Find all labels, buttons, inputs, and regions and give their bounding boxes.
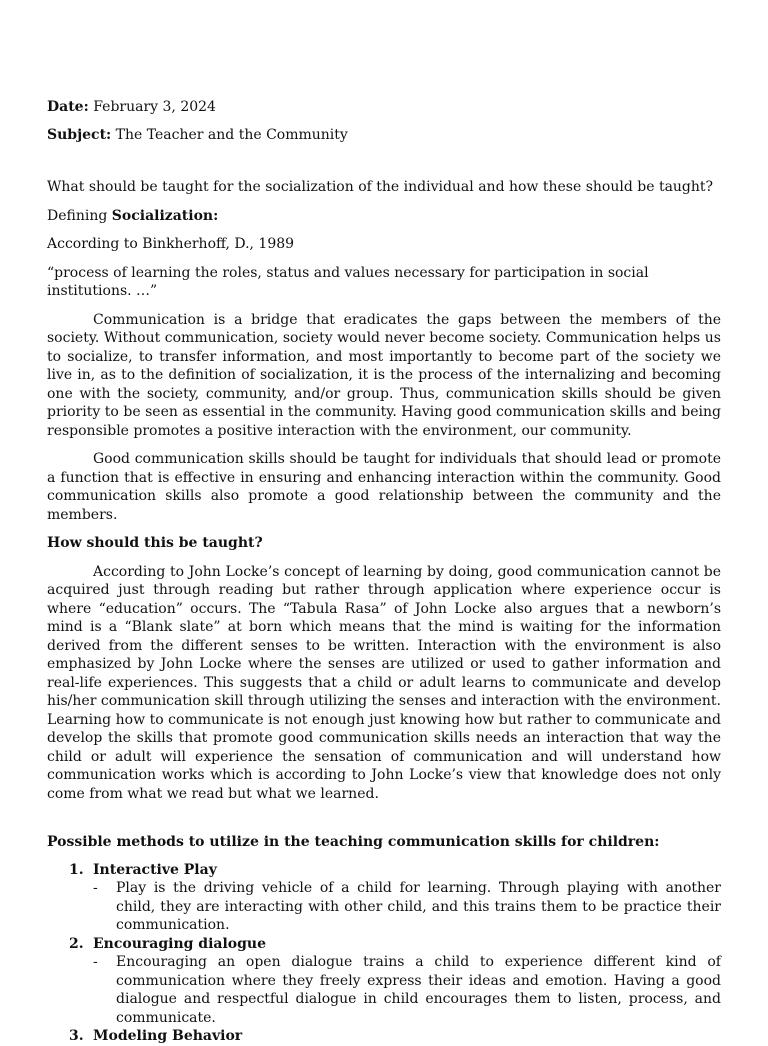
method-item bbox=[47, 935, 721, 1028]
defining-term: Socialization: bbox=[111, 207, 219, 224]
methods-heading: Possible methods to utilize in the teaching communication skills for children: bbox=[47, 834, 660, 850]
date-line bbox=[47, 98, 721, 117]
method-item bbox=[47, 861, 721, 935]
method-title: Encouraging dialogue bbox=[93, 935, 266, 952]
methods-list bbox=[47, 861, 721, 1046]
method-sublist bbox=[93, 953, 721, 1027]
method-item bbox=[47, 1027, 721, 1046]
method-number: 2. bbox=[69, 935, 84, 952]
method-description-text: Play is the driving vehicle of a child for learning. Through playing with another child, they are interacting with other child, and this trains them to be practice their communication. bbox=[116, 880, 721, 933]
method-number: 1. bbox=[69, 861, 84, 878]
date-value: February 3, 2024 bbox=[88, 99, 216, 115]
subject-label: Subject: bbox=[47, 126, 112, 143]
definition-quote: “process of learning the roles, status and values necessary for participation in social institutions. …” bbox=[47, 264, 649, 299]
citation-source: According to Binkherhoff, D., 1989 bbox=[47, 236, 295, 252]
date-label: Date: bbox=[47, 99, 89, 115]
method-description bbox=[93, 879, 721, 935]
how-taught-heading: How should this be taught? bbox=[47, 535, 263, 551]
method-number: 3. bbox=[69, 1028, 84, 1044]
paragraph-good-communication: Good communication skills should be taught for individuals that should lead or promote a function that is effective in ensuring and enhancing interaction within the community. Good communication skills also promote a good relationship between the community and the members. bbox=[47, 451, 721, 523]
dash-bullet: - bbox=[93, 954, 98, 970]
defining-prefix: Defining bbox=[47, 207, 112, 224]
subject-line bbox=[47, 126, 721, 145]
defining-line bbox=[47, 207, 721, 226]
guiding-question: What should be taught for the socialization of the individual and how these should be taught? bbox=[47, 179, 714, 195]
paragraph-john-locke: According to John Locke’s concept of learning by doing, good communication cannot be acquired just through reading but rather through application where experience occur is where “education” occurs. The “Tabula Rasa” of John Locke also argues that a newborn’s mind is a “Blank slate” at born which means that the mind is waiting for the information derived from the different senses to be written. Interaction with the environment is also emphasized by John Locke where the senses are utilized or used to gather information and real-life experiences. This suggests that a child or adult learns to communicate and develop his/her communication skill through utilizing the senses and interaction with the environment. Learning how to communicate is not enough just knowing how but rather to communicate and develop the skills that promote good communication skills needs an interaction that way the child or adult will experience the sensation of communication and will understand how communication works which is according to John Locke’s view that knowledge does not only come from what we read but what we learned. bbox=[47, 563, 721, 802]
method-description-text: Encouraging an open dialogue trains a child to experience different kind of communication where they freely express their ideas and emotion. Having a good dialogue and respectful dialogue in child encourages them to listen, process, and communicate. bbox=[116, 954, 721, 1026]
method-title: Interactive Play bbox=[93, 861, 217, 878]
method-sublist bbox=[93, 879, 721, 935]
subject-value: The Teacher and the Community bbox=[111, 126, 348, 143]
method-description bbox=[93, 953, 721, 1027]
paragraph-communication-bridge: Communication is a bridge that eradicates the gaps between the members of the society. Without communication, society would never become society. Communication helps us to socialize, to transfer information, and most importantly to become part of the society we live in, as to the definition of socialization, it is the process of the internalizing and becoming one with the society, community, and/or group. Thus, communication skills should be given priority to be seen as essential in the community. Having good communication skills and being responsible promotes a positive interaction with the environment, our community. bbox=[47, 311, 721, 439]
method-title: Modeling Behavior bbox=[93, 1028, 243, 1044]
dash-bullet: - bbox=[93, 880, 98, 896]
